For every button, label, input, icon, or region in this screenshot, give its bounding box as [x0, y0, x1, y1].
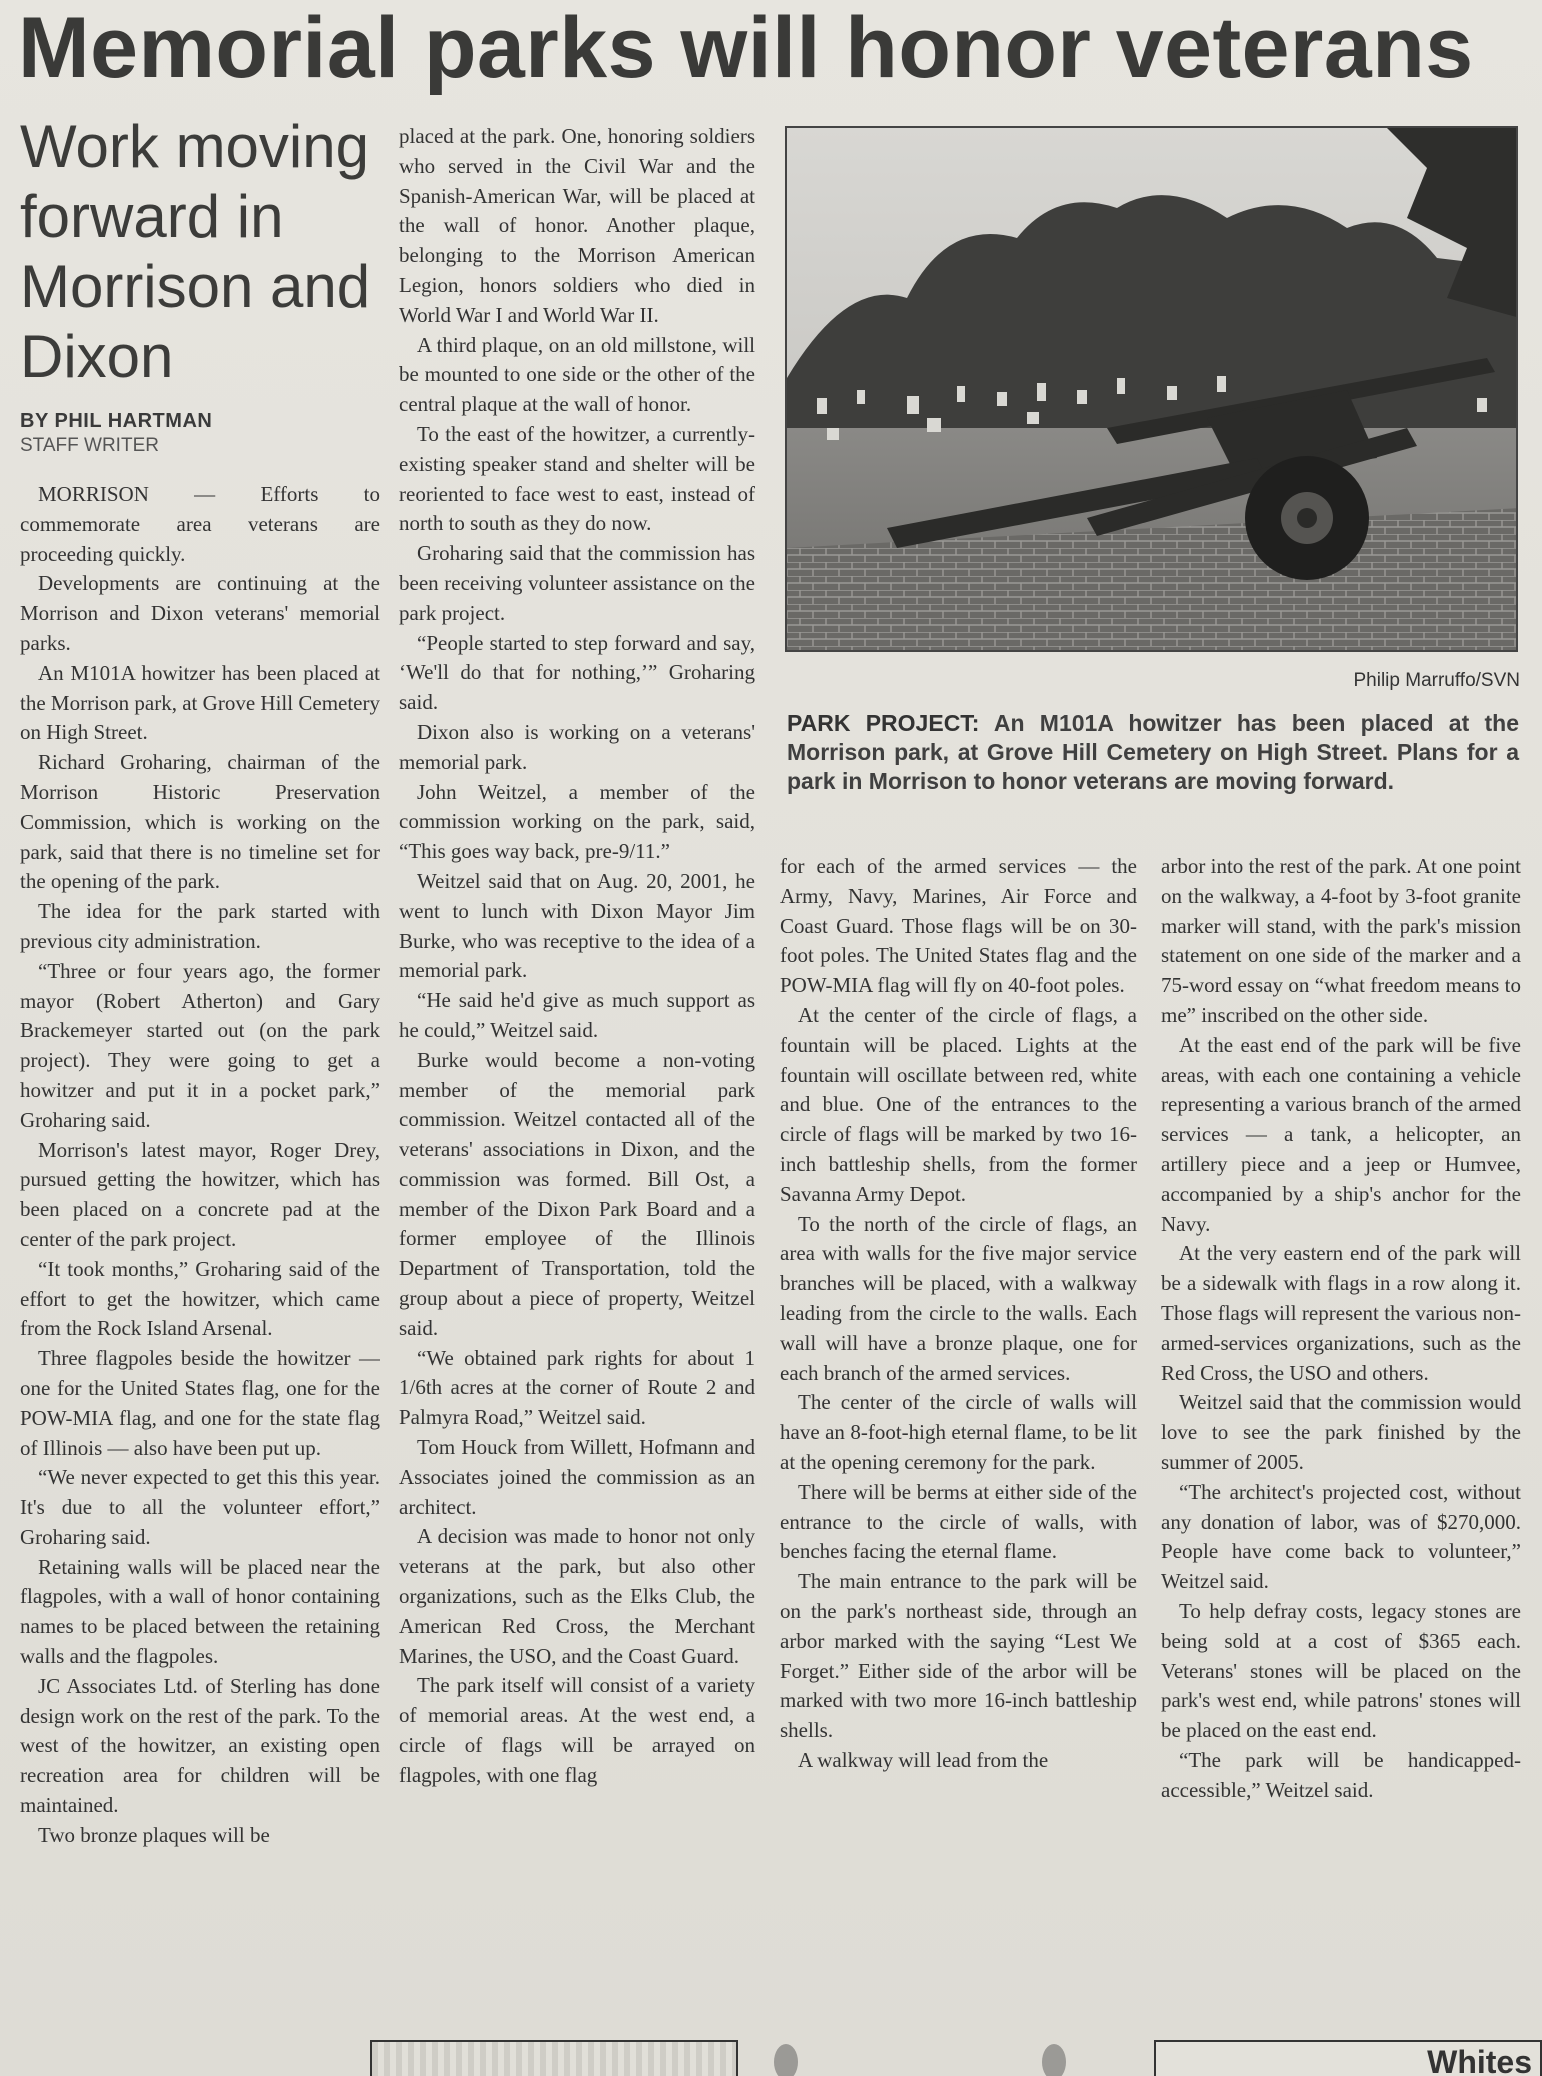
byline-name: BY PHIL HARTMAN — [20, 410, 213, 432]
paragraph: To help defray costs, legacy stones are being sold at a cost of $365 each. Veterans' stones will be placed on the park's west end, while patrons' stones will be placed on the east end. — [1161, 1598, 1521, 1743]
ad-whites-word: Whites — [1427, 2044, 1532, 2076]
paragraph: “It took months,” Groharing said of the effort to get the howitzer, which came from the Rock Island Arsenal. — [20, 1256, 380, 1341]
paragraph: Dixon also is working on a veterans' memorial park. — [399, 719, 755, 774]
paragraph: Richard Groharing, chairman of the Morrison Historic Preservation Commission, which is working on the park, said that there is no timeline set for the opening of the park. — [20, 750, 380, 894]
paragraph: “He said he'd give as much support as he could,” Weitzel said. — [399, 988, 755, 1042]
paragraph: There will be berms at either side of the entrance to the circle of walls, with benches facing the eternal flame. — [780, 1479, 1137, 1564]
paragraph: Weitzel said that the commission would love to see the park finished by the summer of 2005. — [1161, 1390, 1521, 1474]
article-column-3 — [780, 852, 1137, 1992]
paragraph: To the north of the circle of flags, an area with walls for the five major service branches will be placed, with a walkway leading from the circle to the walls. Each wall will have a bronze plaque, one for each branch of the armed services. — [780, 1211, 1137, 1385]
article-column-1 — [20, 480, 380, 2076]
paragraph: Burke would become a non-voting member of the memorial park commission. Weitzel contacted all of the veterans' associations in Dixon, and the commission was formed. Bill Ost, a member of the Dixon Park Board and a former employee of the Illinois Department of Transportation, told the group about a piece of property, Weitzel said. — [399, 1047, 755, 1340]
headline: Memorial parks will honor veterans — [18, 0, 1474, 96]
paragraph: The center of the circle of walls will have an 8-foot-high eternal flame, to be lit at the opening ceremony for the park. — [780, 1390, 1137, 1474]
paragraph: The main entrance to the park will be on the park's northeast side, through an arbor marked with the saying “Lest We Forget.” Either side of the arbor will be marked with two more 16-inch battleship shells. — [780, 1569, 1137, 1743]
paragraph: Weitzel said that on Aug. 20, 2001, he went to lunch with Dixon Mayor Jim Burke, who was receptive to the idea of a memorial park. — [399, 868, 755, 983]
paragraph: A third plaque, on an old millstone, will be mounted to one side or the other of the central plaque at the wall of honor. — [399, 332, 755, 417]
paragraph: “We never expected to get this this year. It's due to all the volunteer effort,” Groharing said. — [20, 1465, 380, 1549]
paragraph: Three flagpoles beside the howitzer — one for the United States flag, one for the POW-MIA flag, and one for the state flag of Illinois — also have been put up. — [20, 1346, 380, 1460]
paragraph: “Three or four years ago, the former mayor (Robert Atherton) and Gary Brackemeyer started out (on the park project). They were going to get a howitzer and put it in a pocket park,” Groharing said. — [20, 958, 380, 1132]
paragraph: for each of the armed services — the Army, Navy, Marines, Air Force and Coast Guard. Those flags will be on 30-foot poles. The United States flag and the POW-MIA flag will fly on 40-foot poles. — [780, 854, 1137, 998]
subheadline: Work moving forward in Morrison and Dixon — [20, 113, 371, 390]
byline-role: STAFF WRITER — [20, 435, 159, 456]
paragraph: Two bronze plaques will be — [38, 1822, 270, 1847]
paragraph: John Weitzel, a member of the commission working on the park, said, “This goes way back, pre-9/11.” — [399, 779, 755, 864]
photo-credit: Philip Marruffo/SVN — [1353, 670, 1520, 691]
photo-caption — [787, 709, 1519, 796]
paragraph: Developments are continuing at the Morrison and Dixon veterans' memorial parks. — [20, 571, 380, 655]
byline — [20, 410, 380, 457]
paragraph: A walkway will lead from the — [798, 1747, 1049, 1772]
photo-illustration — [787, 128, 1518, 652]
paragraph: To the east of the howitzer, a currently-existing speaker stand and shelter will be reoriented to face west to east, instead of north to south as they do now. — [399, 421, 755, 536]
paragraph: Groharing said that the commission has been receiving volunteer assistance on the park project. — [399, 541, 755, 625]
article-column-4 — [1161, 852, 1521, 1992]
paragraph: Retaining walls will be placed near the flagpoles, with a wall of honor containing names to be placed between the retaining walls and the flagpoles. — [20, 1554, 380, 1669]
paragraph: A decision was made to honor not only veterans at the park, but also other organizations, such as the Elks Club, the American Red Cross, the Merchant Marines, the USO, and the Coast Guard. — [399, 1524, 755, 1668]
paragraph: Tom Houck from Willett, Hofmann and Associates joined the commission as an architect. — [399, 1435, 755, 1519]
paragraph: At the east end of the park will be five areas, with each one containing a vehicle representing a various branch of the armed services — a tank, a helicopter, an artillery piece and a jeep or Humvee, accompanied by a ship's anchor for the Navy. — [1161, 1032, 1521, 1236]
paragraph: JC Associates Ltd. of Sterling has done design work on the rest of the park. To the west of the howitzer, an existing open recreation area for children will be maintained. — [20, 1673, 380, 1818]
paragraph: placed at the park. One, honoring soldiers who served in the Civil War and the Spanish-American War, will be placed at the wall of honor. Another plaque, belonging to the Morrison American Legion, honors soldiers who died in World War I and World War II. — [399, 124, 755, 327]
paragraph: The idea for the park started with previous city administration. — [20, 899, 380, 953]
paragraph: At the center of the circle of flags, a fountain will be placed. Lights at the fountain will oscillate between red, white and blue. One of the entrances to the circle of flags will be marked by two 16-inch battleship shells, from the former Savanna Army Depot. — [780, 1002, 1137, 1206]
article-column-2 — [399, 122, 755, 1992]
paragraph: An M101A howitzer has been placed at the Morrison park, at Grove Hill Cemetery on High Street. — [20, 660, 380, 745]
paragraph: The park itself will consist of a variety of memorial areas. At the west end, a circle of flags will be arrayed on flagpoles, with one flag — [399, 1673, 755, 1787]
caption-lead: PARK PROJECT: — [787, 710, 980, 736]
balloon-icon — [770, 2036, 1070, 2076]
paragraph: At the very eastern end of the park will be a sidewalk with flags in a row along it. Those flags will represent the various non-armed-services organizations, such as the Red Cross, the USO and others. — [1161, 1241, 1521, 1385]
paragraph: Morrison's latest mayor, Roger Drey, pursued getting the howitzer, which has been placed on a concrete pad at the center of the park project. — [20, 1137, 380, 1251]
paragraph: arbor into the rest of the park. At one point on the walkway, a 4-foot by 3-foot granite marker will stand, with the park's mission statement on one side of the marker and a 75-word essay on “what freedom means to me” inscribed on the other side. — [1161, 854, 1521, 1027]
howitzer-photo — [785, 126, 1518, 652]
bottom-ads — [370, 2030, 1542, 2076]
ad-ornate-border — [370, 2040, 738, 2076]
caption-text: An M101A howitzer has been placed at the Morrison park, at Grove Hill Cemetery on High Street. Plans for a park in Morrison to honor veterans are moving forward. — [787, 710, 1519, 794]
ad-whites — [1154, 2040, 1542, 2076]
paragraph: “People started to step forward and say, ‘We'll do that for nothing,’” Groharing said. — [399, 630, 755, 715]
paragraph: “We obtained park rights for about 1 1/6th acres at the corner of Route 2 and Palmyra Road,” Weitzel said. — [399, 1345, 755, 1430]
ad-balloons — [770, 2036, 1070, 2076]
paragraph: “The architect's projected cost, without any donation of labor, was of $270,000. People have come back to volunteer,” Weitzel said. — [1161, 1479, 1521, 1594]
paragraph: MORRISON — Efforts to commemorate area veterans are proceeding quickly. — [20, 482, 380, 566]
paragraph: “The park will be handicapped-accessible,” Weitzel said. — [1161, 1747, 1521, 1802]
